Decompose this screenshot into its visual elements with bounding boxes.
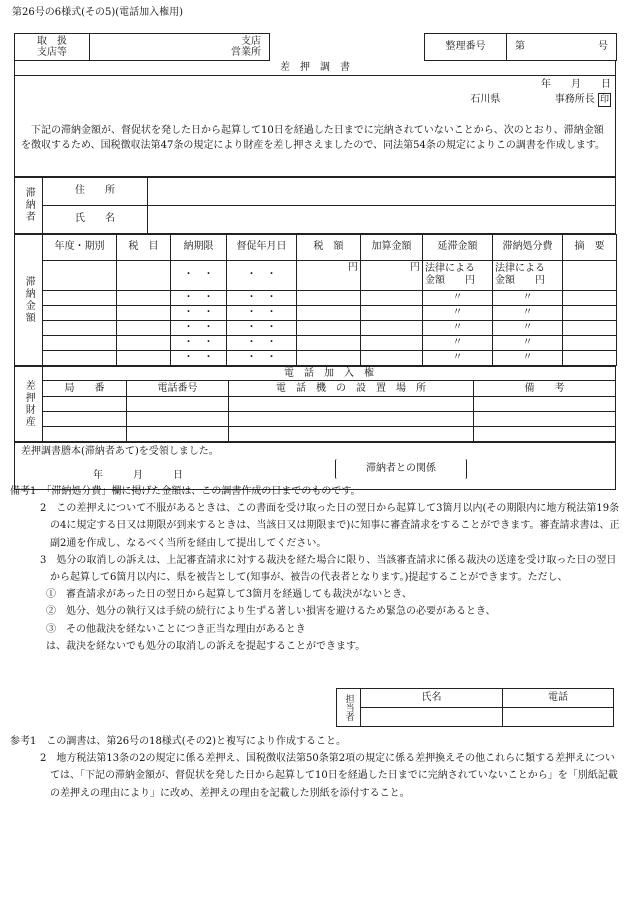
- col-header-additional: 加算金額: [361, 234, 423, 260]
- relation-label: 滞納者との関係: [335, 459, 467, 479]
- intro-cell: [15, 75, 616, 176]
- ditto-mark[interactable]: 〃: [423, 305, 493, 320]
- table-row: [15, 412, 616, 427]
- ditto-mark[interactable]: 〃: [493, 350, 563, 365]
- reference-1: 参考1 この調書は、第26号の18様式(その2)と複写により作成すること。: [10, 736, 346, 747]
- col-header-tax-amount: 税 額: [297, 234, 361, 260]
- seal-mark: 印: [599, 94, 609, 105]
- branch-label: 取 扱 支店等: [15, 34, 90, 61]
- table-row: [15, 305, 617, 320]
- date-line[interactable]: 年 月 日: [541, 78, 611, 90]
- seized-side-label: 差押財産: [15, 366, 43, 442]
- col-header-remarks: 摘 要: [563, 234, 617, 260]
- col-header-year: 年度・期別: [43, 234, 117, 260]
- table-row: [15, 397, 616, 412]
- year-cell[interactable]: [43, 260, 117, 290]
- contact-name-field[interactable]: [361, 708, 503, 727]
- col-header-phone-number: 電話番号: [127, 381, 229, 397]
- ref-suffix: 号: [598, 41, 608, 53]
- form-name: 第26号の6様式(その5)(電話加入権用): [12, 7, 184, 18]
- notes-section: [10, 483, 622, 655]
- table-row: [15, 350, 617, 365]
- header-table: [14, 33, 617, 61]
- note-1: 備考1 「滞納処分費」欄に掲げた金額は、この調書作成の日までのものです。: [10, 486, 361, 497]
- col-header-seized-remarks: 備 考: [474, 381, 616, 397]
- table-row: [15, 320, 617, 335]
- col-header-notice-date: 督促年月日: [227, 234, 297, 260]
- due-date-cell[interactable]: ・ ・: [171, 305, 227, 320]
- table-row: [15, 335, 617, 350]
- notice-date-cell[interactable]: ・ ・: [227, 320, 297, 335]
- receipt-text: 差押調書謄本(滞納者あて)を受領しました。: [21, 446, 219, 457]
- additional-cell[interactable]: 円: [361, 260, 423, 290]
- name-label: 氏 名: [43, 205, 148, 233]
- office-head: 事務所長: [554, 93, 595, 105]
- table-row: [15, 260, 617, 290]
- disposition-fee-cell[interactable]: 法律による 金額 円: [493, 260, 563, 290]
- amounts-table: [14, 234, 617, 366]
- ditto-mark[interactable]: 〃: [423, 350, 493, 365]
- reference-number-field[interactable]: [507, 34, 617, 61]
- title-table: [14, 61, 616, 177]
- seized-property-table: [14, 366, 616, 443]
- contact-phone-label: 電話: [503, 689, 614, 708]
- tax-amount-cell[interactable]: 円: [297, 260, 361, 290]
- ditto-mark[interactable]: 〃: [493, 290, 563, 305]
- note-3-item-3: ③ その他裁決を経ないことにつき正当な理由があるとき: [46, 623, 306, 635]
- contact-table: [336, 688, 614, 727]
- ditto-mark[interactable]: 〃: [493, 335, 563, 350]
- amounts-side-label: 滞納金額: [15, 234, 43, 365]
- ditto-mark[interactable]: 〃: [493, 320, 563, 335]
- ref-prefix: 第: [515, 41, 525, 53]
- due-date-cell[interactable]: ・ ・: [171, 290, 227, 305]
- due-date-cell[interactable]: ・ ・: [171, 260, 227, 290]
- address-label: 住 所: [43, 177, 148, 205]
- due-date-cell[interactable]: ・ ・: [171, 320, 227, 335]
- issuer-line: [470, 93, 611, 107]
- reference-section: [10, 733, 622, 802]
- notice-date-cell[interactable]: ・ ・: [227, 290, 297, 305]
- col-header-tax-type: 税 目: [117, 234, 171, 260]
- col-header-delinquency: 延滞金額: [423, 234, 493, 260]
- table-row: [15, 427, 616, 442]
- ditto-mark[interactable]: 〃: [423, 320, 493, 335]
- note-3-item-2: ② 処分、処分の執行又は手続の続行により生ずる著しい損害を避けるため緊急の必要があるとき、: [46, 606, 496, 618]
- prefecture: 石川県: [470, 93, 501, 105]
- note-3-item-1: ① 審査請求があった日の翌日から起算して3箇月を経過しても裁決がないとき、: [46, 589, 412, 601]
- col-header-due-date: 納期限: [171, 234, 227, 260]
- document-title: 差 押 調 書: [15, 61, 616, 75]
- reference-number-label: 整理番号: [425, 34, 507, 61]
- relation-box[interactable]: [335, 459, 467, 479]
- taxpayer-side-label: 滞納者: [15, 177, 43, 233]
- col-header-disposition-fee: 滞納処分費: [493, 234, 563, 260]
- contact-name-label: 氏名: [361, 689, 503, 708]
- due-date-cell[interactable]: ・ ・: [171, 335, 227, 350]
- notice-date-cell[interactable]: ・ ・: [227, 305, 297, 320]
- receipt-date[interactable]: 年 月 日: [93, 470, 183, 481]
- notice-date-cell[interactable]: ・ ・: [227, 350, 297, 365]
- note-3-closing: は、裁決を経ないでも処分の取消しの訴えを提起することができます。: [46, 640, 366, 652]
- delinquency-cell[interactable]: 法律による 金額 円: [423, 260, 493, 290]
- table-row: [15, 290, 617, 305]
- col-header-install-location: 電 話 機 の 設 置 場 所: [229, 381, 474, 397]
- seizure-report-form: [14, 33, 616, 490]
- contact-side-label: 担当者: [337, 689, 361, 727]
- contact-phone-field[interactable]: [503, 708, 614, 727]
- note-3: 3 処分の取消しの訴えは、上記審査請求に対する裁決を経た場合に限り、当該審査請求に係る裁決の送達を受け取った日の翌日から起算して6箇月以内に、県を被告として(知事が、被告の代表者となります。)提起することができます。ただし、: [40, 554, 617, 583]
- address-field[interactable]: [148, 177, 616, 205]
- name-field[interactable]: [148, 205, 616, 233]
- seized-title: 電 話 加 入 権: [43, 366, 616, 381]
- taxpayer-table: [14, 177, 616, 234]
- note-2: 2 この差押えについて不服があるときは、この書面を受け取った日の翌日から起算して3箇月以内(その期限内に地方税法第19条の4に規定する日又は期限が到来するときは、当該日又は期限まで)に知事に審査請求をすることができます。審査請求書は、正副2通を作成し、なるべく当所を経由して提出してください。: [40, 503, 620, 549]
- col-header-exchange: 局 番: [43, 381, 127, 397]
- remarks-cell[interactable]: [563, 260, 617, 290]
- notice-date-cell[interactable]: ・ ・: [227, 335, 297, 350]
- branch-name-field[interactable]: 支店 営業所: [90, 34, 270, 61]
- ditto-mark[interactable]: 〃: [423, 290, 493, 305]
- due-date-cell[interactable]: ・ ・: [171, 350, 227, 365]
- intro-text: 下記の滞納金額が、督促状を発した日から起算して10日を経過した日までに完納されていないことから、次のとおり、滞納金額を徴収するため、国税徴収法第47条の規定により財産を差し押さえましたので、同法第54条の規定によりこの調書を作成します。: [21, 124, 606, 151]
- reference-2: 2 地方税法第13条の2の規定に係る差押え、国税徴収法第50条第2項の規定に係る差押換えその他これらに類する差押えについては、「下記の滞納金額が、督促状を発した日から起算して10日を経過した日までに完納されていないことから」を「別紙記載の差押えの理由により」に改め、差押えの理由を記載した別紙を添付すること。: [40, 753, 618, 799]
- tax-type-cell[interactable]: [117, 260, 171, 290]
- notice-date-cell[interactable]: ・ ・: [227, 260, 297, 290]
- ditto-mark[interactable]: 〃: [493, 305, 563, 320]
- ditto-mark[interactable]: 〃: [423, 335, 493, 350]
